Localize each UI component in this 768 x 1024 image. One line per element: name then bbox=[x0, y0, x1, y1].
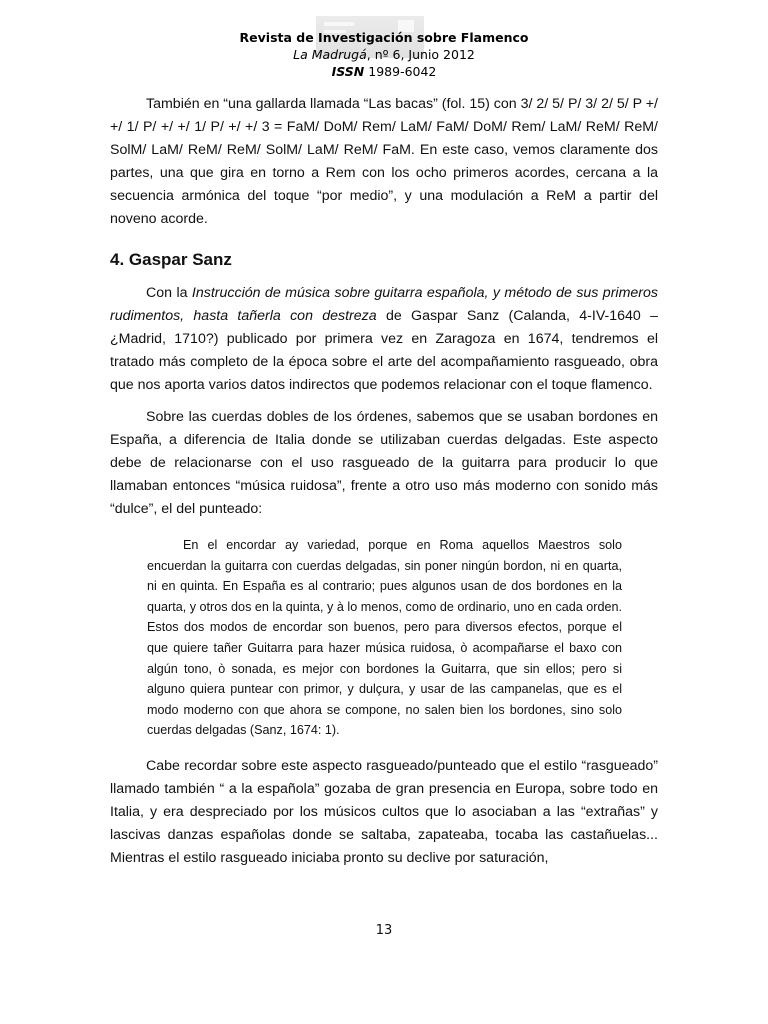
paragraph-gallarda: También en “una gallarda llamada “Las bacas” (fol. 15) con 3/ 2/ 5/ P/ 3/ 2/ 5/ P +/ +/ 1/ P/ +/ +/ 1/ P/ +/ +/ 3 = FaM/ DoM/ Rem/ LaM/ FaM/ DoM/ Rem/ LaM/ ReM/ ReM/ SolM/ LaM/ ReM/ ReM/ SolM/ LaM/ ReM/ FaM. En este caso, vemos claramente dos partes, una que gira en torno a Rem con los ocho primeros acordes, cercana a la secuencia armónica del toque “por medio”, y una modulación a ReM a partir del noveno acorde. bbox=[110, 96, 658, 227]
paragraph-instruccion bbox=[110, 282, 658, 397]
issue-line bbox=[0, 46, 768, 63]
journal-header bbox=[0, 29, 768, 80]
paragraph-instruccion-lead: Con la bbox=[146, 285, 192, 301]
issn-label: ISSN bbox=[331, 64, 365, 79]
sanz-quote: En el encordar ay variedad, porque en Roma aquellos Maestros solo encuerdan la guitarra con cuerdas delgadas, sin poner ningún bordon, ni en quarta, ni en quinta. En España es al contrario; pues algunos usan de dos bordones en la quarta, y otros dos en la quinta, y à lo menos, como de ordinario, uno en cada orden. Estos dos modos de encordar son buenos, pero para diversos efectos, porque el que quiere tañer Guitarra para hazer música ruidosa, ò acompañarse el baxo con algún tono, ò sonada, es mejor con bordones la Guitarra, que sin ellos; pero si alguno quiera puntear con primor, y dulçura, y usar de las campanelas, que es el modo moderno con que ahora se compone, no salen bien los bordones, sino solo cuerdas delgadas (Sanz, 1674: 1). bbox=[147, 538, 622, 738]
issn-value: 1989-6042 bbox=[364, 64, 437, 79]
page-content bbox=[110, 93, 658, 870]
issue-details: , nº 6, Junio 2012 bbox=[366, 47, 475, 62]
paragraph-rasgueado: Cabe recordar sobre este aspecto rasgueado/punteado que el estilo “rasgueado” llamado también “ a la española” gozaba de gran presencia en Europa, sobre todo en Italia, y era despreciado por los músicos cultos que lo asociaban a las “extrañas” y lascivas danzas españolas donde se saltaba, zapateaba, tocaba las castañuelas... Mientras el estilo rasgueado iniciaba pronto su declive por saturación, bbox=[110, 757, 658, 866]
book-title: Instrucción de música sobre guitarra española, y método de sus primeros rudimentos, hasta tañerla con destreza bbox=[110, 285, 658, 324]
section-heading: 4. Gaspar Sanz bbox=[110, 250, 232, 269]
paragraph-instruccion-rest: de Gaspar Sanz (Calanda, 4-IV-1640 – ¿Madrid, 1710?) publicado por primera vez en Zaragoza en 1674, tendremos el tratado más completo de la época sobre el arte del acompañamiento rasgueado, obra que nos aporta varios datos indirectos que podemos relacionar con el toque flamenco. bbox=[110, 308, 658, 393]
paragraph-cuerdas: Sobre las cuerdas dobles de los órdenes, sabemos que se usaban bordones en España, a diferencia de Italia donde se utilizaban cuerdas delgadas. Este aspecto debe de relacionarse con el uso rasgueado de la guitarra para producir lo que llamaban entonces “música ruidosa”, frente a otro uso más moderno con sonido más “dulce”, el del punteado: bbox=[110, 409, 658, 517]
issue-name: La Madrugá bbox=[293, 47, 367, 62]
page-number: 13 bbox=[375, 923, 393, 938]
journal-title: Revista de Investigación sobre Flamenco bbox=[239, 30, 529, 45]
issn-line bbox=[0, 63, 768, 80]
